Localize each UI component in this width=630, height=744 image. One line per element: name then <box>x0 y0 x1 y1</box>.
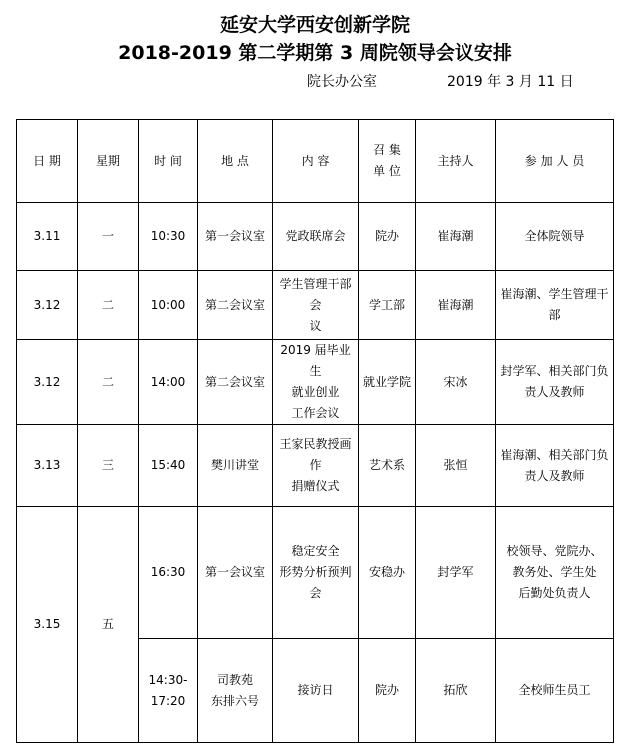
cell-place: 第一会议室 <box>198 507 273 639</box>
cell-weekday: 一 <box>78 203 139 271</box>
cell-date: 3.12 <box>17 340 78 425</box>
column-header-time: 时 间 <box>139 120 198 203</box>
header-row <box>17 120 614 203</box>
cell-place: 司教苑 东排六号 <box>198 639 273 743</box>
cell-convener: 院办 <box>359 639 416 743</box>
cell-content: 稳定安全 形势分析预判会 <box>273 507 359 639</box>
cell-time: 10:30 <box>139 203 198 271</box>
cell-host: 封学军 <box>416 507 496 639</box>
issue-date: 2019 年 3 月 11 日 <box>447 74 574 90</box>
column-header-attendees: 参 加 人 员 <box>496 120 614 203</box>
meeting-schedule-table <box>16 119 614 743</box>
table-row <box>17 340 614 425</box>
cell-convener: 院办 <box>359 203 416 271</box>
column-header-convener: 召 集 单 位 <box>359 120 416 203</box>
cell-place: 第二会议室 <box>198 271 273 340</box>
cell-convener: 就业学院 <box>359 340 416 425</box>
cell-content: 党政联席会 <box>273 203 359 271</box>
table-row <box>17 203 614 271</box>
cell-place: 第二会议室 <box>198 340 273 425</box>
cell-date: 3.11 <box>17 203 78 271</box>
cell-host: 崔海潮 <box>416 271 496 340</box>
cell-attendees: 校领导、党院办、 教务处、学生处 后勤处负责人 <box>496 507 614 639</box>
cell-host: 崔海潮 <box>416 203 496 271</box>
cell-date: 3.15 <box>17 507 78 743</box>
column-header-content: 内 容 <box>273 120 359 203</box>
document-title: 延安大学西安创新学院 <box>219 14 410 36</box>
cell-time: 16:30 <box>139 507 198 639</box>
cell-date: 3.12 <box>17 271 78 340</box>
table-row <box>17 425 614 507</box>
cell-time: 10:00 <box>139 271 198 340</box>
cell-attendees: 封学军、相关部门负 责人及教师 <box>496 340 614 425</box>
cell-convener: 学工部 <box>359 271 416 340</box>
cell-attendees: 崔海潮、相关部门负 责人及教师 <box>496 425 614 507</box>
document-subtitle: 2018-2019 第二学期第 3 周院领导会议安排 <box>118 42 512 64</box>
cell-place: 第一会议室 <box>198 203 273 271</box>
cell-time: 14:00 <box>139 340 198 425</box>
column-header-host: 主持人 <box>416 120 496 203</box>
cell-attendees: 崔海潮、学生管理干 部 <box>496 271 614 340</box>
cell-weekday: 三 <box>78 425 139 507</box>
cell-weekday: 二 <box>78 340 139 425</box>
cell-time: 14:30- 17:20 <box>139 639 198 743</box>
cell-content: 2019 届毕业生 就业创业 工作会议 <box>273 340 359 425</box>
table-row <box>17 271 614 340</box>
cell-host: 拓欣 <box>416 639 496 743</box>
table-row <box>17 507 614 639</box>
cell-time: 15:40 <box>139 425 198 507</box>
cell-content: 接访日 <box>273 639 359 743</box>
cell-place: 樊川讲堂 <box>198 425 273 507</box>
issuing-office: 院长办公室 <box>307 74 377 90</box>
cell-host: 张恒 <box>416 425 496 507</box>
cell-convener: 艺术系 <box>359 425 416 507</box>
cell-convener: 安稳办 <box>359 507 416 639</box>
cell-date: 3.13 <box>17 425 78 507</box>
cell-weekday: 二 <box>78 271 139 340</box>
cell-weekday: 五 <box>78 507 139 743</box>
column-header-date: 日 期 <box>17 120 78 203</box>
cell-attendees: 全校师生员工 <box>496 639 614 743</box>
cell-content: 学生管理干部会 议 <box>273 271 359 340</box>
cell-host: 宋冰 <box>416 340 496 425</box>
column-header-place: 地 点 <box>198 120 273 203</box>
cell-content: 王家民教授画作 捐赠仪式 <box>273 425 359 507</box>
cell-attendees: 全体院领导 <box>496 203 614 271</box>
column-header-weekday: 星期 <box>78 120 139 203</box>
